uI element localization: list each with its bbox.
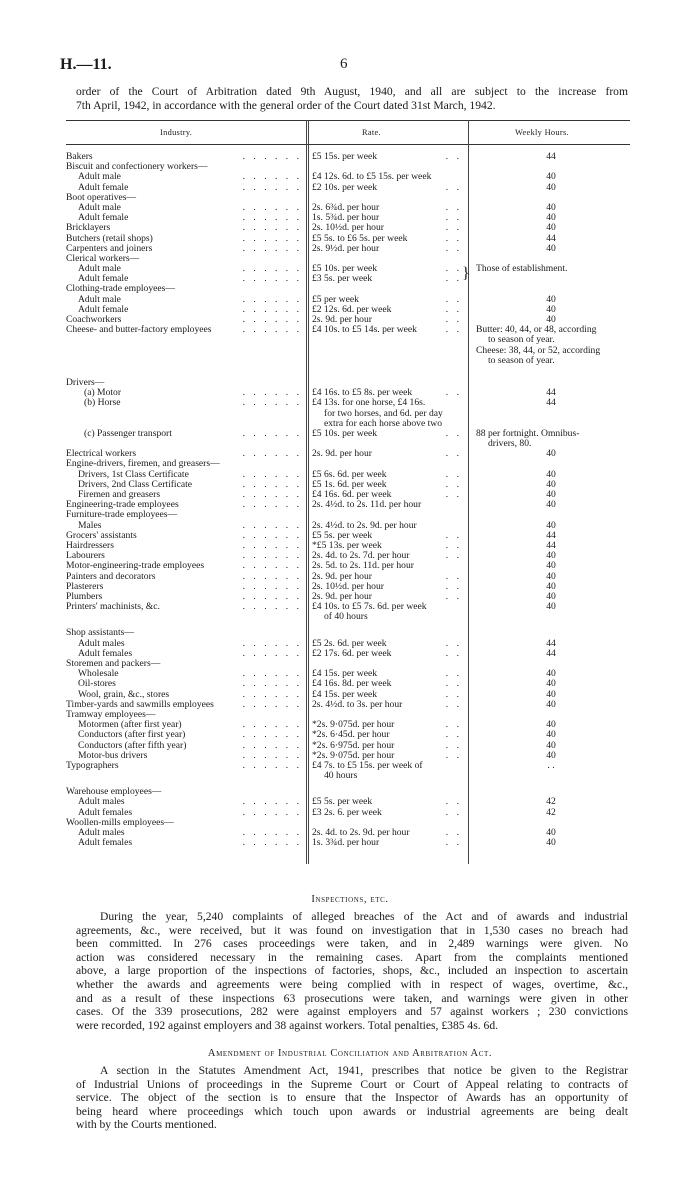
wage-rates-table (66, 152, 630, 848)
table-row: Adult male . . . . . . £5 10s. per week . . } Those of establishment. (66, 264, 630, 274)
table-row: Engineering-trade employees . . . . . . 2s. 4½d. to 2s. 11d. per hour 40 (66, 500, 556, 511)
table-row (66, 459, 630, 469)
industry-cell: Oil-stores (78, 679, 116, 690)
paragraph-line: above, a large proportion of the inspections of factories, shops, &c., included an inspection to ascertain (76, 964, 628, 978)
table-row: Bakers . . . . . . £5 15s. per week . . 44 (66, 152, 556, 162)
table-row (66, 510, 630, 520)
rate-cell: 2s. 9d. per hour (312, 591, 372, 602)
rate-cell: for two horses, and 6d. per day (324, 408, 443, 419)
paragraph-line: action was considered necessary in the remaining cases. Apart from the complaints mentioned (76, 950, 628, 964)
hours-cell: 40 (546, 669, 556, 680)
table-row: Adult females . . . . . . £2 17s. 6d. per week . . 44 (66, 649, 630, 659)
table-row (66, 284, 630, 294)
hours-cell: 40 (546, 838, 556, 849)
rate-cell: £5 10s. per week (312, 428, 378, 439)
rate-cell: 2s. 9d. per hour (312, 315, 372, 325)
rate-cell: £4 10s. to £5 7s. 6d. per week (312, 602, 427, 613)
table-row: Drivers, 2nd Class Certificate . . . . . . £5 1s. 6d. per week . . 40 (66, 480, 630, 490)
industry-cell: Engine-drivers, firemen, and greasers— (66, 459, 220, 470)
rate-cell: £4 7s. to £5 15s. per week of (312, 760, 423, 771)
rate-cell: £4 16s. 6d. per week (312, 490, 392, 500)
rate-cell: £2 12s. 6d. per week (312, 304, 392, 315)
table-row: Adult male . . . . . . £4 12s. 6d. to £5 15s. per week 40 (66, 172, 630, 182)
rate-cell: *2s. 6·975d. per hour (312, 740, 395, 751)
table-row (66, 628, 630, 638)
rate-cell: 2s. 4½d. to 3s. per hour (312, 699, 403, 710)
intro-line: 7th April, 1942, in accordance with the general order of the Court dated 31st March, 1942. (76, 99, 496, 112)
industry-cell: Motormen (after first year) (78, 720, 182, 731)
rate-cell: £2 10s. per week (312, 182, 378, 193)
hours-cell: 44 (546, 233, 556, 244)
table-row: Adult males . . . . . . £5 2s. 6d. per week . . 44 (66, 639, 630, 649)
paragraph-line: were recorded, 192 against employers and 38 against workers. Total penalties, £385 4s. 6d. (76, 1018, 499, 1032)
industry-cell: Adult males (78, 828, 125, 838)
rate-cell: £4 13s. for one horse, £4 16s. (312, 398, 426, 409)
industry-cell: Typographers (66, 760, 119, 771)
hours-cell: 40 (546, 699, 556, 710)
table-row (66, 787, 630, 797)
industry-cell: Engineering-trade employees (66, 500, 179, 511)
table-row: Oil-stores . . . . . . £4 16s. 8d. per week . . 40 (66, 679, 630, 689)
rate-cell: 2s. 5d. to 2s. 11d. per hour (312, 561, 414, 572)
paragraph-line: During the year, 5,240 complaints of alleged breaches of the Act and of awards and industrial (100, 910, 628, 923)
hours-cell: Those of establishment. (476, 264, 568, 275)
amendment-paragraph (76, 1064, 628, 1132)
rate-cell: £5 1s. 6d. per week (312, 479, 387, 490)
industry-cell: Bricklayers (66, 223, 111, 234)
industry-cell: Plasterers (66, 581, 104, 592)
hours-cell: 40 (546, 243, 556, 254)
industry-cell: Biscuit and confectionery workers— (66, 162, 208, 173)
table-row (66, 771, 630, 781)
table-row: Adult female . . . . . . £2 12s. 6d. per week . . 40 (66, 305, 630, 315)
table-row: Drivers, 1st Class Certificate . . . . . . £5 6s. 6d. per week . . 40 (66, 470, 630, 480)
industry-cell: Hairdressers (66, 540, 114, 551)
paragraph-line: been committed. In 276 cases proceedings were taken, and in 2,489 warnings were given. No (76, 937, 628, 951)
hours-cell: 40 (546, 551, 556, 562)
table-row: Labourers . . . . . . 2s. 4d. to 2s. 7d. per hour . . 40 (66, 551, 556, 562)
hours-cell: 40 (546, 602, 556, 613)
industry-cell: Butchers (retail shops) (66, 233, 153, 244)
hours-cell: 40 (546, 520, 556, 531)
industry-cell: Warehouse employees— (66, 787, 162, 798)
hours-cell: 40 (546, 581, 556, 592)
table-row (66, 659, 630, 669)
hours-cell: 40 (546, 730, 556, 741)
industry-cell: Clothing-trade employees— (66, 284, 175, 295)
hours-cell: 44 (546, 638, 556, 649)
paragraph-line: A section in the Statutes Amendment Act, 1941, prescribes that notice be given to the Registrar (100, 1064, 628, 1077)
industry-cell: Wool, grain, &c., stores (78, 689, 170, 700)
rate-cell: 2s. 4d. to 2s. 7d. per hour (312, 551, 410, 562)
table-row: Electrical workers . . . . . . 2s. 9d. per hour . . 40 (66, 449, 556, 460)
document-reference: H.—11. (60, 56, 112, 73)
rate-cell: £5 5s. to £6 5s. per week (312, 233, 408, 244)
industry-cell: (a) Motor (84, 388, 122, 399)
rate-cell: 2s. 10½d. per hour (312, 581, 384, 592)
hours-cell: 44 (546, 398, 556, 409)
rate-cell: £5 5s. per week (312, 530, 373, 541)
inspections-paragraph (76, 910, 628, 1032)
hours-cell: 40 (546, 213, 556, 224)
hours-cell: 40 (546, 202, 556, 213)
industry-cell: Cheese- and butter-factory employees (66, 325, 212, 336)
industry-cell: Boot operatives— (66, 192, 137, 203)
hours-cell: 40 (546, 449, 556, 460)
rate-cell: 2s. 4d. to 2s. 9d. per hour (312, 828, 410, 838)
industry-cell: Adult male (78, 202, 121, 213)
table-row: Adult male . . . . . . 2s. 6¾d. per hour . . 40 (66, 203, 630, 213)
rate-cell: £2 17s. 6d. per week (312, 648, 392, 659)
industry-cell: Grocers' assistants (66, 530, 137, 541)
table-row (66, 439, 630, 449)
rate-cell: *2s. 9·075d. per hour (312, 720, 395, 731)
table-row: Adult female . . . . . . £3 5s. per week . . (66, 274, 630, 284)
industry-cell: Drivers, 1st Class Certificate (78, 469, 189, 480)
table-row: Printers' machinists, &c. . . . . . . £4 10s. to £5 7s. 6d. per week 40 (66, 602, 556, 613)
table-header-rule (66, 144, 630, 145)
hours-cell: 40 (546, 591, 556, 602)
rate-cell: 2s. 4½d. to 2s. 9d. per hour (312, 520, 417, 531)
table-row: Adult male . . . . . . £5 per week . . 40 (66, 295, 630, 305)
rate-cell: £4 15s. per week (312, 669, 378, 680)
industry-cell: Tramway employees— (66, 709, 156, 720)
page-number: 6 (340, 56, 348, 72)
table-row: Plasterers . . . . . . 2s. 10½d. per hour . . 40 (66, 581, 556, 592)
hours-cell: 40 (546, 679, 556, 690)
rate-cell: £4 16s. to £5 8s. per week (312, 388, 413, 399)
hours-cell: 44 (546, 388, 556, 399)
table-row: Grocers' assistants . . . . . . £5 5s. per week . . 44 (66, 530, 556, 541)
industry-cell: Furniture-trade employees— (66, 510, 178, 521)
rate-cell: 1s. 3¾d. per hour (312, 838, 380, 849)
table-row: Motor-engineering-trade employees . . . . . . 2s. 5d. to 2s. 11d. per hour 40 (66, 561, 556, 572)
rate-cell: 1s. 5¾d. per hour (312, 213, 380, 224)
rate-cell: £5 10s. per week (312, 264, 378, 275)
paragraph-line: agreements, &c., were received, but it was found on investigation that in 1,530 cases no breach had (76, 923, 628, 937)
industry-cell: Clerical workers— (66, 253, 140, 264)
table-row: Hairdressers . . . . . . *£5 13s. per week . . 44 (66, 540, 556, 551)
hours-cell: 40 (546, 469, 556, 480)
industry-cell: Adult males (78, 638, 125, 649)
rate-cell: £5 15s. per week (312, 152, 378, 162)
table-row (66, 346, 630, 356)
industry-cell: Wholesale (78, 669, 119, 680)
hours-cell: 44 (546, 648, 556, 659)
table-row: (a) Motor . . . . . . £4 16s. to £5 8s. per week . . 44 (66, 388, 630, 398)
rate-cell: 2s. 4½d. to 2s. 11d. per hour (312, 500, 422, 511)
industry-cell: Drivers, 2nd Class Certificate (78, 479, 193, 490)
rate-cell: £3 2s. 6. per week (312, 807, 382, 818)
table-row: Males . . . . . . 2s. 4½d. to 2s. 9d. per hour 40 (66, 521, 630, 531)
hours-cell: . . (547, 760, 555, 771)
table-row (66, 612, 630, 622)
industry-cell: Adult male (78, 264, 121, 275)
intro-line: order of the Court of Arbitration dated 9th August, 1940, and all are subject to the increase from (76, 85, 628, 98)
industry-cell: Drivers— (66, 377, 105, 388)
table-row: Adult female . . . . . . 1s. 5¾d. per hour . . 40 (66, 213, 630, 223)
amendment-title: Amendment of Industrial Conciliation and Arbitration Act. (207, 1048, 493, 1059)
hours-cell: 40 (546, 479, 556, 490)
hours-cell: 40 (546, 689, 556, 700)
header-rate: Rate. (362, 128, 381, 137)
table-row: (b) Horse . . . . . . £4 13s. for one horse, £4 16s. 44 (66, 398, 630, 408)
industry-cell: Storemen and packers— (66, 659, 161, 669)
hours-cell: drivers, 80. (488, 439, 532, 450)
table-row: Typographers . . . . . . £4 7s. to £5 15s. per week of . . (66, 760, 555, 771)
rate-cell: £5 per week (312, 294, 359, 305)
table-row: Carpenters and joiners . . . . . . 2s. 9½d. per hour . . 40 (66, 243, 556, 254)
hours-cell: 42 (546, 797, 556, 808)
industry-cell: Adult male (78, 172, 121, 183)
industry-cell: (b) Horse (84, 398, 121, 409)
industry-cell: Adult females (78, 807, 133, 818)
hours-cell: Butter: 40, 44, or 48, according (476, 325, 597, 336)
rate-cell: £4 15s. per week (312, 689, 378, 700)
hours-cell: 44 (546, 540, 556, 551)
rate-cell: *£5 13s. per week (312, 540, 382, 551)
table-row (66, 409, 630, 419)
rate-cell: *2s. 9·075d. per hour (312, 750, 395, 761)
hours-cell: 40 (546, 500, 556, 511)
hours-cell: 40 (546, 294, 556, 305)
industry-cell: Conductors (after first year) (78, 730, 186, 741)
paragraph-line: being heard where proceedings which touch upon awards or industrial agreements are being dealt (76, 1104, 628, 1118)
hours-cell: 40 (546, 172, 556, 183)
paragraph-line: cases. Of the 339 prosecutions, 282 were against employers and 57 against workers ; 230 convictions (76, 1005, 628, 1019)
paragraph-line: of Industrial Unions of proceedings in the Supreme Court or Court of Appeal relating to contracts of (76, 1077, 628, 1091)
industry-cell: Motor-engineering-trade employees (66, 561, 205, 572)
hours-cell: 42 (546, 807, 556, 818)
industry-cell: Carpenters and joiners (66, 243, 153, 254)
table-row: Plumbers . . . . . . 2s. 9d. per hour . . 40 (66, 591, 556, 602)
rate-cell: extra for each horse above two (324, 418, 443, 429)
intro-paragraph (76, 85, 628, 113)
table-row: Painters and decorators . . . . . . 2s. 9d. per hour . . 40 (66, 571, 556, 582)
rate-cell: £4 12s. 6d. to £5 15s. per week (312, 172, 432, 183)
rate-cell: £5 2s. 6d. per week (312, 638, 387, 649)
table-row (66, 356, 630, 366)
table-row (66, 378, 630, 388)
table-row (66, 335, 630, 345)
table-row: Adult males . . . . . . 2s. 4d. to 2s. 9d. per hour . . 40 (66, 828, 630, 838)
hours-cell: 40 (546, 182, 556, 193)
industry-cell: Labourers (66, 551, 105, 562)
industry-cell: Adult female (78, 182, 129, 193)
hours-cell: 40 (546, 740, 556, 751)
hours-cell: 40 (546, 750, 556, 761)
industry-cell: Plumbers (66, 591, 103, 602)
paragraph-line: service. The object of the section is to ensure that the Inspector of Awards has an opportunity of (76, 1091, 628, 1105)
rate-cell: of 40 hours (324, 612, 368, 623)
industry-cell: Electrical workers (66, 449, 137, 460)
hours-cell: 44 (546, 152, 556, 162)
rate-cell: 2s. 9d. per hour (312, 571, 372, 582)
industry-cell: Adult females (78, 838, 133, 849)
industry-cell: Bakers (66, 152, 93, 162)
table-row (66, 254, 630, 264)
hours-cell: to season of year. (488, 335, 555, 346)
table-row (66, 710, 630, 720)
paragraph-line: with by the Courts mentioned. (76, 1118, 217, 1132)
rate-cell: 2s. 9½d. per hour (312, 243, 380, 254)
table-row (66, 818, 630, 828)
industry-cell: Males (78, 520, 102, 531)
table-row (66, 419, 630, 429)
rate-cell: 2s. 9d. per hour (312, 449, 372, 460)
table-row: Conductors (after first year) . . . . . . *2s. 6·45d. per hour . . 40 (66, 730, 630, 740)
table-row: Butchers (retail shops) . . . . . . £5 5s. to £6 5s. per week . . 44 (66, 233, 556, 244)
industry-cell: Adult female (78, 304, 129, 315)
table-top-rule (66, 120, 630, 121)
table-row: Adult males . . . . . . £5 5s. per week . . 42 (66, 797, 630, 807)
page-header (60, 56, 640, 76)
hours-cell: 40 (546, 223, 556, 234)
table-row: Adult females . . . . . . 1s. 3¾d. per hour . . 40 (66, 838, 630, 848)
table-row: Bricklayers . . . . . . 2s. 10½d. per hour . . 40 (66, 223, 556, 234)
paragraph-line: and as a result of these inspections 63 prosecutions were taken, and warnings were given in other (76, 991, 628, 1005)
hours-cell: 40 (546, 720, 556, 731)
rate-cell: £4 10s. to £5 14s. per week (312, 325, 417, 336)
table-row: (c) Passenger transport . . . . . . £5 10s. per week . . 88 per fortnight. Omnibus- (66, 429, 630, 439)
table-row (66, 193, 630, 203)
industry-cell: Coachworkers (66, 315, 122, 325)
industry-cell: Adult female (78, 213, 129, 224)
table-row: Motor-bus drivers . . . . . . *2s. 9·075d. per hour . . 40 (66, 751, 630, 761)
header-industry: Industry. (160, 128, 193, 137)
rate-cell: 40 hours (324, 771, 358, 782)
rate-cell: *2s. 6·45d. per hour (312, 730, 390, 741)
industry-cell: Adult females (78, 648, 133, 659)
hours-cell: 88 per fortnight. Omnibus- (476, 428, 580, 439)
industry-cell: Firemen and greasers (78, 490, 161, 500)
table-row: Adult females . . . . . . £3 2s. 6. per week . . 42 (66, 808, 630, 818)
industry-cell: Motor-bus drivers (78, 750, 148, 761)
table-row: Wholesale . . . . . . £4 15s. per week . . 40 (66, 669, 630, 679)
rate-cell: £4 16s. 8d. per week (312, 679, 392, 690)
hours-cell: 40 (546, 315, 556, 325)
paragraph-line: whether the awards and agreements were being complied with in respect of wages, overtime, &c., (76, 977, 628, 991)
hours-cell: 44 (546, 530, 556, 541)
table-row: Adult female . . . . . . £2 10s. per week . . 40 (66, 183, 630, 193)
inspections-title: Inspections, etc. (311, 894, 389, 905)
hours-cell: Cheese: 38, 44, or 52, according (476, 345, 601, 356)
industry-cell: Printers' machinists, &c. (66, 602, 160, 613)
table-row (66, 162, 630, 172)
table-row: Conductors (after fifth year) . . . . . . *2s. 6·975d. per hour . . 40 (66, 741, 630, 751)
rate-cell: £3 5s. per week (312, 274, 373, 285)
table-row: Timber-yards and sawmills employees . . . . . . 2s. 4½d. to 3s. per hour . . 40 (66, 699, 556, 710)
hours-cell: 40 (546, 571, 556, 582)
industry-cell: Adult male (78, 294, 121, 305)
rate-cell: 2s. 10½d. per hour (312, 223, 384, 234)
rate-cell: 2s. 6¾d. per hour (312, 202, 380, 213)
header-hours: Weekly Hours. (515, 128, 569, 137)
hours-cell: to season of year. (488, 355, 555, 366)
table-row: Firemen and greasers . . . . . . £4 16s. 6d. per week . . 40 (66, 490, 630, 500)
industry-cell: Woollen-mills employees— (66, 817, 174, 828)
industry-cell: Timber-yards and sawmills employees (66, 699, 214, 710)
hours-cell: 40 (546, 828, 556, 838)
table-row: Coachworkers . . . . . . 2s. 9d. per hour . . 40 (66, 315, 556, 325)
table-row: Wool, grain, &c., stores . . . . . . £4 15s. per week . . 40 (66, 690, 630, 700)
hours-cell: 40 (546, 561, 556, 572)
hours-cell: 40 (546, 304, 556, 315)
hours-cell: 40 (546, 490, 556, 500)
industry-cell: (c) Passenger transport (84, 428, 172, 439)
rate-cell: £5 5s. per week (312, 797, 373, 808)
industry-cell: Adult female (78, 274, 129, 285)
industry-cell: Conductors (after fifth year) (78, 740, 187, 751)
industry-cell: Adult males (78, 797, 125, 808)
industry-cell: Painters and decorators (66, 571, 156, 582)
table-row: Motormen (after first year) . . . . . . *2s. 9·075d. per hour . . 40 (66, 720, 630, 730)
table-row: Cheese- and butter-factory employees . . . . . . £4 10s. to £5 14s. per week . . Butter: 40, 44, or 48, according (66, 325, 597, 336)
rate-cell: £5 6s. 6d. per week (312, 469, 387, 480)
industry-cell: Shop assistants— (66, 628, 134, 639)
